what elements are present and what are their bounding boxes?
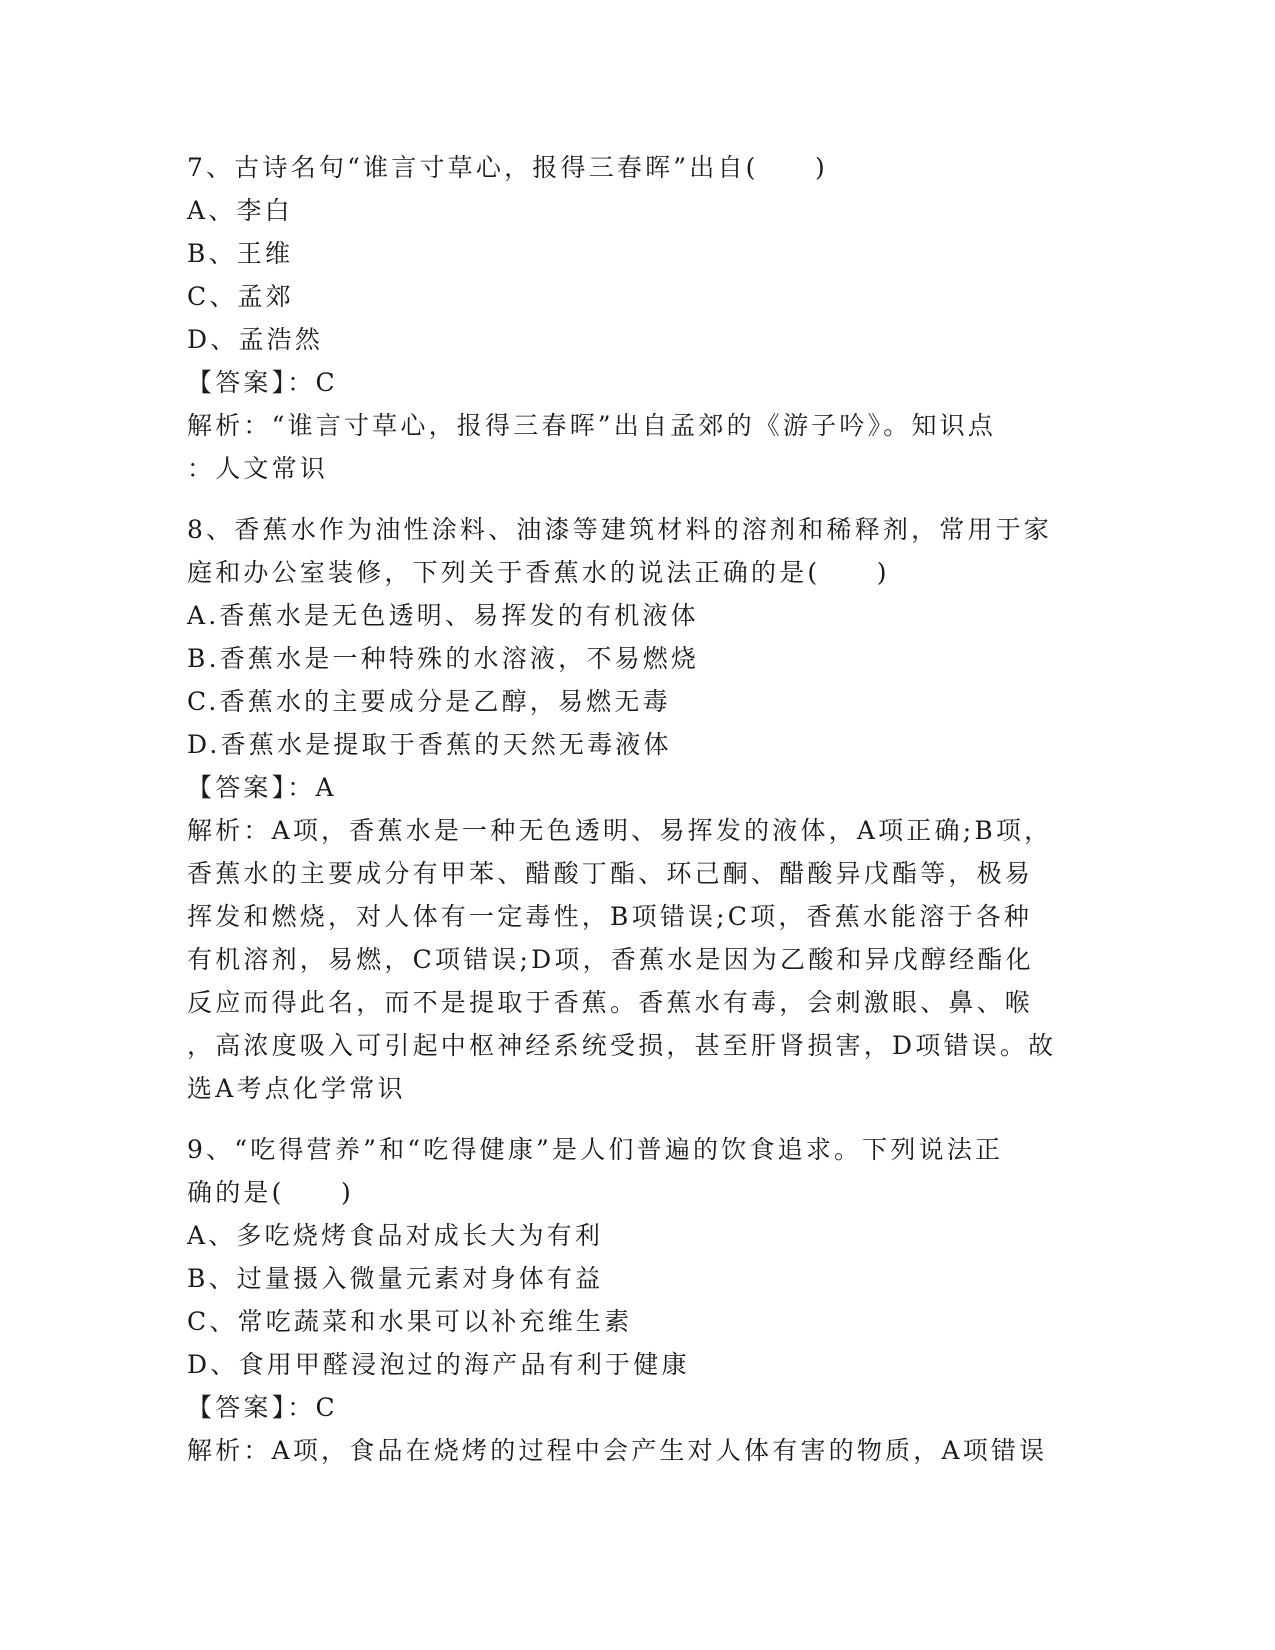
question-8 xyxy=(187,508,1087,1110)
question-7 xyxy=(187,146,1087,490)
analysis-line: 挥发和燃烧，对人体有一定毒性，B项错误;C项，香蕉水能溶于各种 xyxy=(187,902,1033,931)
option-c: C.香蕉水的主要成分是乙醇，易燃无毒 xyxy=(187,687,671,716)
option-d: D.香蕉水是提取于香蕉的天然无毒液体 xyxy=(187,730,672,759)
analysis-line: 解析：A项，香蕉水是一种无色透明、易挥发的液体，A项正确;B项， xyxy=(187,816,1053,845)
question-text: 庭和办公室装修，下列关于香蕉水的说法正确的是( ) xyxy=(187,558,890,587)
question-text: 8、香蕉水作为油性涂料、油漆等建筑材料的溶剂和稀释剂，常用于家 xyxy=(187,515,1053,544)
analysis-line: 解析：A项，食品在烧烤的过程中会产生对人体有害的物质，A项错误 xyxy=(187,1436,1048,1465)
analysis-line: 反应而得此名，而不是提取于香蕉。香蕉水有毒，会刺激眼、鼻、喉 xyxy=(187,988,1034,1017)
analysis-line: ，高浓度吸入可引起中枢神经系统受损，甚至肝肾损害，D项错误。故 xyxy=(187,1031,1057,1060)
option-d: D、孟浩然 xyxy=(187,325,324,354)
analysis-line: ：人文常识 xyxy=(187,454,329,483)
question-9 xyxy=(187,1128,1087,1472)
analysis-line: 有机溶剂，易燃，C项错误;D项，香蕉水是因为乙酸和异戊醇经酯化 xyxy=(187,945,1034,974)
option-a: A.香蕉水是无色透明、易挥发的有机液体 xyxy=(187,601,699,630)
option-b: B、过量摄入微量元素对身体有益 xyxy=(187,1264,604,1293)
question-text: 确的是( ) xyxy=(187,1178,354,1207)
option-c: C、常吃蔬菜和水果可以补充维生素 xyxy=(187,1307,633,1336)
option-b: B、王维 xyxy=(187,239,294,268)
option-a: A、多吃烧烤食品对成长大为有利 xyxy=(187,1221,604,1250)
spacer xyxy=(187,1110,1087,1128)
answer: 【答案】：A xyxy=(187,773,337,802)
option-c: C、孟郊 xyxy=(187,282,294,311)
question-text: 7、古诗名句“谁言寸草心，报得三春晖”出自( ) xyxy=(187,153,828,182)
analysis-line: 香蕉水的主要成分有甲苯、醋酸丁酯、环己酮、醋酸异戊酯等，极易 xyxy=(187,859,1034,888)
document-page xyxy=(187,146,1087,1472)
option-a: A、李白 xyxy=(187,196,293,225)
option-d: D、食用甲醛浸泡过的海产品有利于健康 xyxy=(187,1350,690,1379)
answer: 【答案】：C xyxy=(187,368,338,397)
analysis-line: 选A考点化学常识 xyxy=(187,1074,406,1103)
option-b: B.香蕉水是一种特殊的水溶液，不易燃烧 xyxy=(187,644,700,673)
answer: 【答案】：C xyxy=(187,1393,338,1422)
analysis-line: 解析：“谁言寸草心，报得三春晖”出自孟郊的《游子吟》。知识点 xyxy=(187,411,997,440)
spacer xyxy=(187,490,1087,508)
question-text: 9、“吃得营养”和“吃得健康”是人们普遍的饮食追求。下列说法正 xyxy=(187,1135,1004,1164)
